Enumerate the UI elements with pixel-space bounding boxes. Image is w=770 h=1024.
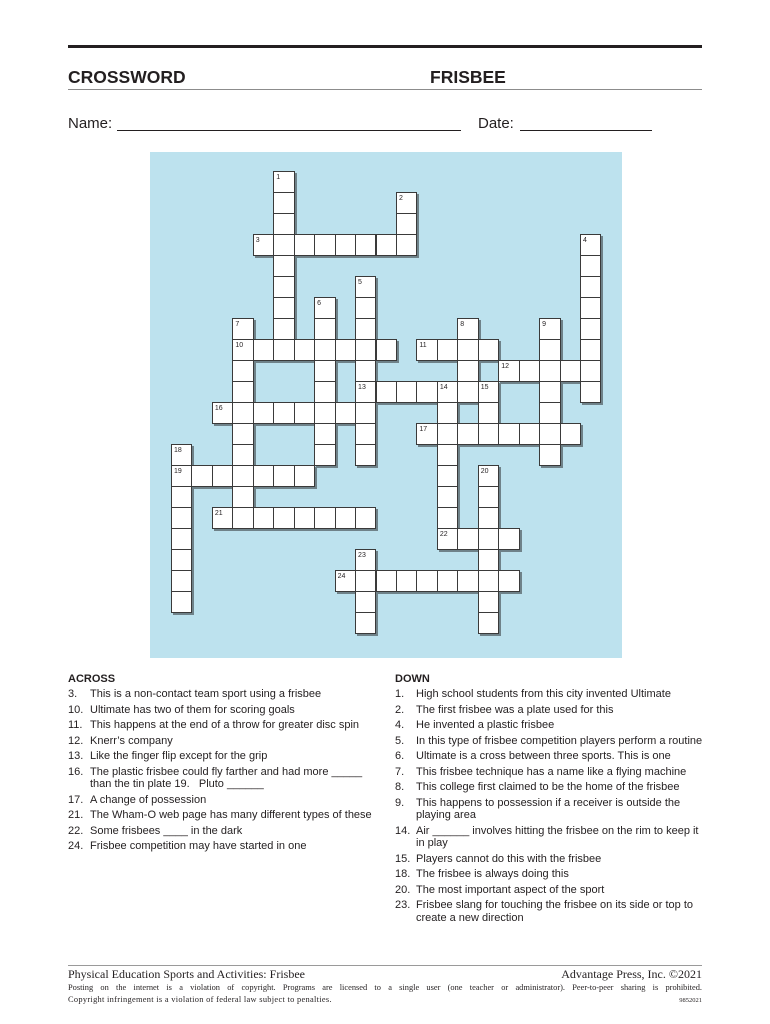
grid-cell [437, 507, 458, 529]
cell-number: 1 [276, 173, 281, 181]
clue-number: 13. [68, 750, 84, 762]
grid-cell [478, 423, 499, 445]
grid-cell [253, 465, 274, 487]
cell-number: 9 [542, 320, 546, 328]
clue-line: The most important aspect of the sport [416, 883, 605, 896]
grid-cell [232, 381, 253, 403]
across-clue [68, 766, 368, 791]
down-clue [395, 688, 725, 701]
grid-cell [314, 381, 335, 403]
cell-number: 18 [174, 446, 182, 454]
clue-text [416, 688, 671, 701]
grid-cell [437, 465, 458, 487]
clue-number: 3. [68, 688, 78, 700]
grid-cell [314, 318, 335, 340]
clue-text [90, 750, 267, 763]
cell-number: 12 [501, 362, 509, 370]
cell-number: 3 [255, 236, 260, 244]
clue-number: 16. [68, 765, 84, 778]
cell-number: 13 [358, 383, 366, 391]
grid-cell [314, 402, 335, 424]
grid-cell [396, 213, 417, 235]
cell-number: 6 [317, 299, 322, 307]
grid-cell [437, 381, 458, 403]
clue-line: Ultimate is a cross between three sports. This is one [416, 750, 671, 762]
clue-line: High school students from this city invented Ultimate [416, 688, 671, 700]
copyright-notice: Posting on the internet is a violation of copyright. Programs are licensed to a single user (one teacher or administrator). Peer-to-peer sharing is prohibited. [68, 983, 702, 992]
across-clue [68, 825, 368, 838]
cell-number: 14 [439, 383, 448, 391]
clue-text [416, 797, 680, 822]
grid-cell [437, 486, 458, 508]
grid-cell [560, 360, 581, 382]
grid-cell [478, 486, 499, 508]
grid-cell [314, 297, 335, 319]
cell-number: 7 [235, 320, 240, 328]
clue-number: 1. [395, 688, 405, 700]
grid-cell [396, 570, 417, 592]
grid-cell [232, 465, 253, 487]
clue-number: 12. [68, 734, 84, 747]
clue-line: This is a non-contact team sport using a frisbee [90, 688, 322, 700]
clue-text [416, 719, 554, 732]
grid-cell [191, 465, 212, 487]
grid-cell [355, 276, 376, 298]
grid-cell [478, 549, 499, 571]
grid-cell [253, 507, 274, 529]
date-line [520, 130, 652, 131]
cell-number: 10 [235, 341, 244, 349]
across-clue [68, 704, 368, 717]
grid-cell [416, 570, 437, 592]
crossword-grid [171, 171, 603, 636]
grid-cell [376, 381, 397, 403]
grid-cell [457, 528, 478, 550]
grid-cell [539, 381, 560, 403]
worksheet-type-title: CROSSWORD [68, 67, 186, 87]
grid-cell [294, 339, 315, 361]
grid-cell [376, 339, 397, 361]
clue-text [416, 825, 699, 850]
cell-number: 15 [480, 383, 489, 391]
clue-text [416, 735, 702, 748]
grid-cell [232, 339, 253, 361]
grid-cell [355, 381, 376, 403]
grid-cell [519, 423, 540, 445]
clue-number: 2. [395, 703, 405, 716]
grid-cell [498, 423, 519, 445]
clue-number: 20. [395, 883, 411, 896]
cell-number: 24 [337, 572, 346, 580]
grid-cell [478, 507, 499, 529]
grid-cell [171, 591, 192, 613]
clue-line: than the tin plate 19. Pluto ______ [90, 778, 264, 790]
clue-number: 14. [395, 824, 411, 837]
grid-cell [498, 360, 519, 382]
grid-cell [457, 339, 478, 361]
grid-cell [498, 528, 519, 550]
across-clue [68, 809, 372, 822]
grid-cell [273, 234, 294, 256]
clue-text [416, 853, 601, 866]
down-clue [395, 735, 725, 748]
down-clue [395, 719, 725, 732]
grid-cell [457, 570, 478, 592]
grid-cell [580, 276, 601, 298]
clue-number: 11. [68, 719, 83, 731]
grid-cell [273, 465, 294, 487]
clue-number: 4. [395, 719, 405, 731]
across-clue [68, 688, 368, 701]
clue-line: The Wham-O web page has many different types of these [90, 809, 372, 821]
grid-cell [355, 549, 376, 571]
grid-cell [478, 612, 499, 634]
grid-cell [171, 444, 192, 466]
clue-text [90, 735, 173, 748]
clue-line: The frisbee is always doing this [416, 868, 569, 880]
grid-cell [539, 339, 560, 361]
clue-line: create a new direction [416, 911, 524, 924]
grid-cell [232, 444, 253, 466]
grid-cell [273, 297, 294, 319]
grid-cell [273, 276, 294, 298]
grid-cell [539, 423, 560, 445]
grid-cell [355, 423, 376, 445]
down-clue [395, 781, 725, 794]
clue-line: In this type of frisbee competition players perform a routine [416, 734, 703, 747]
across-clues [68, 673, 372, 856]
clue-number: 7. [395, 765, 405, 778]
clue-number: 9. [395, 796, 405, 809]
grid-cell [314, 234, 335, 256]
grid-cell [232, 486, 253, 508]
product-code: 9852021 [679, 997, 702, 1004]
across-heading: ACROSS [68, 673, 116, 685]
down-clue [395, 825, 725, 850]
header-divider [68, 89, 702, 90]
cell-number: 23 [358, 551, 366, 559]
clue-line: Knerr’s company [90, 734, 173, 747]
grid-cell [212, 402, 233, 424]
down-clue-list [395, 688, 725, 924]
clue-line: A change of possession [90, 793, 207, 806]
across-clue-list [68, 688, 372, 853]
grid-cell [416, 339, 437, 361]
clue-number: 17. [68, 793, 84, 806]
grid-cell [457, 381, 478, 403]
clue-text [416, 899, 693, 924]
grid-cell [437, 339, 458, 361]
clue-number: 23. [395, 899, 411, 911]
grid-cell [273, 255, 294, 277]
clue-line: He invented a plastic frisbee [416, 719, 555, 731]
grid-cell [232, 423, 253, 445]
grid-cell [580, 318, 601, 340]
grid-cell [171, 486, 192, 508]
cell-number: 22 [439, 530, 448, 538]
grid-cell [171, 570, 192, 592]
across-clue [68, 750, 368, 763]
grid-cell [335, 234, 356, 256]
grid-cell [355, 297, 376, 319]
clue-number: 5. [395, 734, 405, 747]
clue-line: Players cannot do this with the frisbee [416, 852, 602, 865]
clue-text [90, 840, 306, 853]
grid-cell [273, 339, 294, 361]
clue-text [90, 825, 242, 838]
grid-cell [232, 402, 253, 424]
grid-cell [437, 528, 458, 550]
grid-cell [253, 234, 274, 256]
grid-cell [314, 339, 335, 361]
grid-cell [580, 234, 601, 256]
down-clue [395, 797, 725, 822]
top-rule [68, 45, 702, 48]
clue-line: This college first claimed to be the home of the frisbee [416, 781, 680, 793]
clue-line: Frisbee slang for touching the frisbee on its side or top to [416, 899, 693, 911]
grid-cell [232, 318, 253, 340]
grid-cell [478, 402, 499, 424]
grid-cell [396, 192, 417, 214]
down-clue [395, 750, 725, 763]
grid-cell [253, 339, 274, 361]
clue-text [90, 704, 295, 717]
grid-cell [396, 234, 417, 256]
cell-number: 17 [419, 425, 428, 433]
grid-cell [171, 528, 192, 550]
cell-number: 21 [214, 509, 223, 517]
grid-cell [273, 171, 294, 193]
cell-number: 19 [174, 467, 182, 475]
grid-cell [457, 423, 478, 445]
grid-cell [273, 402, 294, 424]
clue-line: The plastic frisbee could fly farther and had more _____ [90, 765, 363, 778]
clue-text [416, 766, 686, 779]
clue-number: 8. [395, 781, 405, 793]
clue-line: playing area [416, 809, 476, 821]
grid-cell [580, 360, 601, 382]
grid-cell [478, 339, 499, 361]
clue-number: 6. [395, 750, 405, 762]
grid-cell [355, 360, 376, 382]
clue-number: 10. [68, 703, 84, 716]
grid-cell [294, 507, 315, 529]
clue-text [416, 750, 671, 763]
grid-cell [273, 192, 294, 214]
grid-cell [416, 381, 437, 403]
grid-cell [171, 549, 192, 571]
grid-cell [212, 507, 233, 529]
clue-text [416, 704, 613, 717]
clue-text [90, 766, 362, 791]
cell-number: 16 [214, 404, 223, 412]
grid-cell [355, 591, 376, 613]
grid-cell [355, 402, 376, 424]
name-label: Name: [68, 115, 113, 132]
grid-cell [478, 465, 499, 487]
grid-cell [478, 381, 499, 403]
grid-cell [171, 465, 192, 487]
grid-cell [580, 381, 601, 403]
grid-cell [273, 507, 294, 529]
across-clue [68, 840, 368, 853]
grid-cell [355, 507, 376, 529]
grid-cell [396, 381, 417, 403]
clue-line: in play [416, 837, 448, 849]
cell-number: 11 [419, 341, 427, 349]
down-clue [395, 766, 725, 779]
footer-divider [68, 965, 702, 966]
clue-number: 18. [395, 868, 411, 880]
grid-cell [212, 465, 233, 487]
grid-cell [335, 570, 356, 592]
grid-cell [539, 444, 560, 466]
grid-cell [355, 570, 376, 592]
cell-number: 4 [583, 236, 587, 244]
grid-cell [478, 528, 499, 550]
grid-cell [253, 402, 274, 424]
grid-cell [478, 570, 499, 592]
across-clue [68, 735, 368, 748]
name-line [117, 130, 461, 131]
clue-number: 24. [68, 840, 84, 852]
grid-cell [457, 318, 478, 340]
grid-cell [580, 255, 601, 277]
date-label: Date: [478, 115, 514, 132]
clue-text [90, 688, 321, 701]
grid-cell [498, 570, 519, 592]
grid-cell [539, 318, 560, 340]
clue-number: 22. [68, 824, 84, 837]
clue-number: 15. [395, 852, 411, 865]
grid-cell [335, 402, 356, 424]
clue-text [416, 868, 569, 881]
grid-cell [273, 318, 294, 340]
clue-line: Ultimate has two of them for scoring goals [90, 703, 295, 716]
clue-text [416, 884, 604, 897]
cell-number: 5 [358, 278, 362, 286]
grid-cell [580, 297, 601, 319]
grid-cell [478, 591, 499, 613]
cell-number: 8 [460, 320, 465, 328]
grid-cell [376, 570, 397, 592]
grid-cell [355, 612, 376, 634]
grid-cell [437, 423, 458, 445]
grid-cell [355, 234, 376, 256]
grid-cell [355, 318, 376, 340]
across-clue [68, 719, 368, 732]
grid-cell [457, 360, 478, 382]
grid-cell [314, 423, 335, 445]
grid-cell [560, 423, 581, 445]
grid-cell [539, 402, 560, 424]
grid-cell [335, 507, 356, 529]
grid-cell [416, 423, 437, 445]
clue-text [90, 794, 206, 807]
clue-text [416, 781, 680, 794]
grid-cell [294, 234, 315, 256]
clue-number: 21. [68, 809, 84, 821]
clue-line: This happens at the end of a throw for greater disc spin [90, 719, 360, 731]
clue-line: This happens to possession if a receiver is outside the [416, 796, 681, 809]
clue-line: Frisbee competition may have started in one [90, 840, 307, 852]
down-heading: DOWN [395, 673, 430, 685]
worksheet-topic-title: FRISBEE [430, 67, 506, 87]
clue-line: Some frisbees ____ in the dark [90, 824, 243, 837]
clue-text [90, 809, 372, 822]
grid-cell [294, 465, 315, 487]
grid-cell [232, 360, 253, 382]
down-clue [395, 704, 725, 717]
grid-cell [437, 402, 458, 424]
grid-cell [539, 360, 560, 382]
grid-cell [580, 339, 601, 361]
cell-number: 20 [480, 467, 489, 475]
clue-text [90, 719, 359, 732]
grid-cell [171, 507, 192, 529]
grid-cell [314, 360, 335, 382]
grid-cell [355, 444, 376, 466]
copyright-warning: Copyright infringement is a violation of federal law subject to penalties. [68, 995, 332, 1004]
clue-line: Like the finger flip except for the grip [90, 750, 268, 762]
grid-cell [314, 507, 335, 529]
publisher-credit: Advantage Press, Inc. ©2021 [561, 967, 702, 981]
down-clue [395, 853, 725, 866]
book-title: Physical Education Sports and Activities: Frisbee [68, 967, 305, 981]
grid-cell [519, 360, 540, 382]
grid-cell [437, 570, 458, 592]
down-clues [395, 673, 725, 927]
grid-cell [335, 339, 356, 361]
grid-cell [376, 234, 397, 256]
down-clue [395, 899, 725, 924]
down-clue [395, 868, 725, 881]
grid-cell [273, 213, 294, 235]
clue-line: The first frisbee was a plate used for this [416, 703, 614, 716]
clue-line: Air ______ involves hitting the frisbee on the rim to keep it [416, 824, 699, 837]
down-clue [395, 884, 725, 897]
grid-cell [355, 339, 376, 361]
across-clue [68, 794, 368, 807]
cell-number: 2 [398, 194, 403, 202]
clue-line: This frisbee technique has a name like a flying machine [416, 765, 687, 778]
grid-cell [437, 444, 458, 466]
grid-cell [294, 402, 315, 424]
grid-cell [314, 444, 335, 466]
grid-cell [232, 507, 253, 529]
